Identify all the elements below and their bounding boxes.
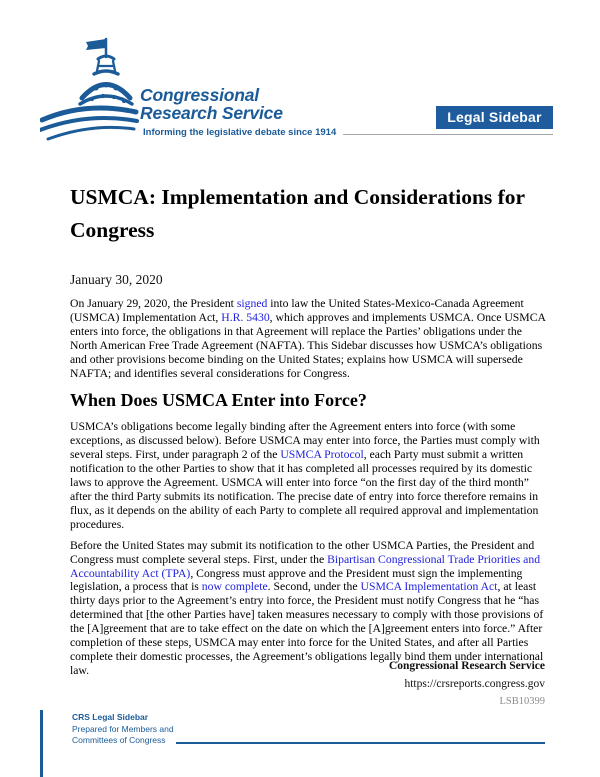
logo-wordmark — [140, 86, 283, 122]
logo-tagline: Informing the legislative debate since 1914 — [143, 127, 337, 138]
text-run: On January 29, 2020, the President — [70, 297, 237, 310]
legal-sidebar-badge: Legal Sidebar — [436, 106, 553, 129]
footer-url[interactable]: https://crsreports.congress.gov — [404, 678, 545, 690]
text-run: into law the United States-Mexico-Canada Agreement (USMCA) Implementation Act, — [70, 297, 524, 324]
body-paragraph — [70, 420, 548, 531]
document-footer — [389, 657, 545, 711]
body-paragraph — [70, 297, 548, 380]
inline-link[interactable]: USMCA Implementation Act — [360, 580, 498, 594]
footer-vertical-rule — [40, 710, 43, 777]
section-heading: When Does USMCA Enter into Force? — [70, 390, 367, 411]
footer-bottom-rule — [176, 742, 545, 744]
inline-link[interactable]: now complete — [201, 580, 268, 594]
text-run: Before the United States may submit its notification to the other USMCA Parties, the President and Congress must complete several steps. First, under the — [70, 538, 535, 566]
inline-link[interactable]: USMCA Protocol — [280, 448, 364, 462]
report-title: USMCA: Implementation and Considerations for Congress — [70, 185, 525, 242]
text-run: , at least thirty days prior to the Agreement’s entry into force, the President must notify Congress that he “has determined that [the other Parties have] taken measures necessary to comply with those provisions of the [A]greement that are to take effect on the date on which the [A]greement enters into force.” After completion of these steps, USMCA may enter into force for the United States, and after all Parties complete their domestic processes, the Agreement’s obligations legally bind them under international law. — [70, 580, 544, 677]
footer-org-name: Congressional Research Service — [388, 660, 545, 672]
text-run: . Second, under the — [267, 580, 361, 594]
text-run: USMCA’s obligations become legally binding after the Agreement enters into force (with some exceptions, as discussed below). Before USMCA may enter into force, the Parties must comply with several steps. First, under paragraph 2 of the — [70, 420, 540, 462]
inline-link[interactable]: signed — [236, 297, 268, 310]
text-run: , each Party must submit a written notification to the other Parties to show that it has completed all processes required by its domestic laws to approve the Agreement. USMCA will enter into force “on the first day of the third month” after the third Party submits its notification. The precise date of entry into force therefore remains in flux, as it depends on the ability of each Party to complete all required approval and implementation procedures. — [70, 448, 539, 531]
footer-product-block — [72, 712, 545, 747]
header-rule — [343, 134, 553, 135]
capitol-dome-icon — [40, 36, 140, 149]
footer-prepared-line2: Committees of Congress — [72, 735, 166, 745]
inline-link[interactable]: H.R. 5430 — [221, 310, 270, 324]
footer-product-name: CRS Legal Sidebar — [72, 712, 149, 722]
text-run: , which approves and implements USMCA. Once USMCA enters into force, the obligations in that Agreement will replace the Parties’ obligations under the North American Free Trade Agreement (NAFTA). This Sidebar discusses how USMCA’s obligations and other provisions become binding on the United States; explains how USMCA will supersede NAFTA; and identifies several considerations for Congress. — [70, 310, 546, 380]
logo-wordmark-line2: Research Service — [140, 103, 283, 123]
inline-link[interactable]: Bipartisan Congressional Trade Priorities and Accountability Act (TPA) — [70, 552, 541, 580]
logo-wordmark-line1: Congressional — [140, 85, 259, 105]
report-date: January 30, 2020 — [70, 272, 163, 287]
document-body — [70, 181, 548, 685]
text-run: , Congress must approve and the President must sign the implementing legislation, a process that is — [70, 566, 523, 594]
footer-prepared-line1: Prepared for Members and — [72, 723, 174, 734]
footer-doc-id: LSB10399 — [499, 696, 545, 707]
